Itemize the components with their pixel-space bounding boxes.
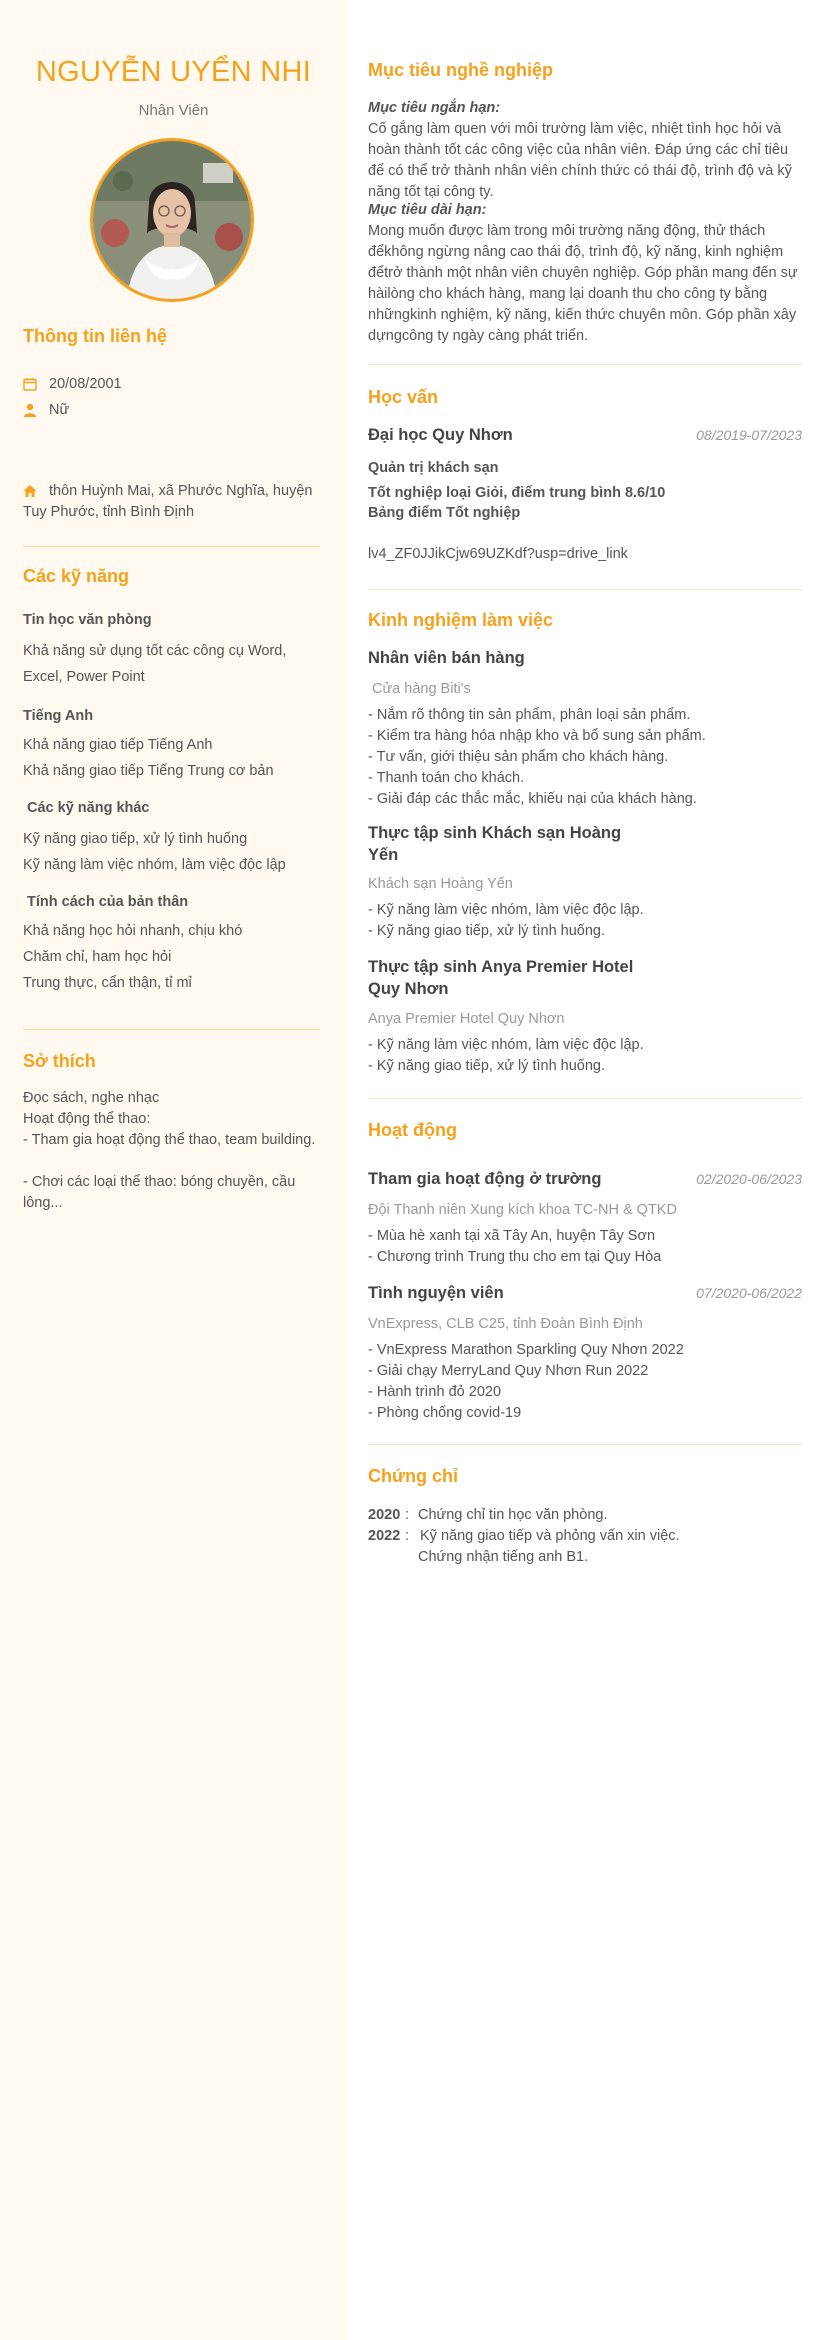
hobby-line: lông... bbox=[23, 1195, 63, 1211]
short-term-label: Mục tiêu ngắn hạn: bbox=[368, 100, 501, 116]
activity-org: Đội Thanh niên Xung kích khoa TC-NH & QTKD bbox=[368, 1202, 677, 1218]
certificate-year: 2022 bbox=[368, 1528, 401, 1544]
skill-list bbox=[23, 638, 286, 690]
job-title-line: Yến bbox=[368, 846, 399, 864]
skill-list bbox=[23, 826, 286, 878]
activity-lines bbox=[368, 1340, 684, 1424]
skill-item: Kỹ năng làm việc nhóm, làm việc độc lập bbox=[23, 857, 286, 873]
avatar-photo bbox=[93, 141, 251, 299]
sidebar bbox=[0, 0, 347, 2340]
skill-heading: Tính cách của bản thân bbox=[27, 894, 189, 910]
activity-period: 07/2020-06/2022 bbox=[696, 1285, 802, 1301]
objective-line: dựngcông ty ngày càng phát triển. bbox=[368, 328, 589, 344]
skill-heading: Các kỹ năng khác bbox=[27, 800, 150, 816]
activity-period: 02/2020-06/2023 bbox=[696, 1171, 802, 1187]
contact-title: Thông tin liên hệ bbox=[23, 326, 167, 346]
avatar bbox=[90, 138, 254, 302]
certificate-year: 2020 bbox=[368, 1507, 401, 1523]
job-company: Khách sạn Hoàng Yến bbox=[368, 876, 513, 892]
activity-org: VnExpress, CLB C25, tỉnh Đoàn Bình Định bbox=[368, 1316, 643, 1332]
activity-title: Tham gia hoạt động ở trường bbox=[368, 1170, 602, 1188]
certificate-sep: : bbox=[405, 1507, 410, 1523]
objective-line: để có thể trở thành nhân viên chính thức có thái độ, trình độ và kỹ bbox=[368, 163, 792, 179]
hobbies-list bbox=[23, 1088, 315, 1214]
skill-item: Khả năng sử dụng tốt các công cụ Word, bbox=[23, 643, 287, 659]
divider bbox=[23, 1029, 320, 1030]
job-task: - Kiểm tra hàng hóa nhập kho và bổ sung sản phẩm. bbox=[368, 728, 706, 744]
objective-line: hàilòng cho khách hàng, mang lại doanh thu cho công ty bằng bbox=[368, 286, 768, 302]
skill-item: Chăm chỉ, ham học hỏi bbox=[23, 949, 172, 965]
skills-title: Các kỹ năng bbox=[23, 566, 130, 586]
transcript-link[interactable]: lv4_ZF0JJikCjw69UZKdf?usp=drive_link bbox=[368, 546, 628, 562]
job-company: Cửa hàng Biti's bbox=[372, 681, 471, 697]
objective-line: nhữngkinh nghiệm, kỹ năng, kiến thức chuyên môn. Góp phần xây bbox=[368, 307, 797, 323]
skill-item: Excel, Power Point bbox=[23, 669, 145, 685]
skill-heading: Tin học văn phòng bbox=[23, 612, 152, 628]
skill-heading: Tiếng Anh bbox=[23, 708, 94, 724]
skill-item: Trung thực, cẩn thận, tỉ mỉ bbox=[23, 975, 192, 991]
hobby-line: - Chơi các loại thể thao: bóng chuyền, cầu bbox=[23, 1174, 296, 1190]
education-transcript: Bảng điểm Tốt nghiệp bbox=[368, 505, 521, 521]
skill-item: Khả năng giao tiếp Tiếng Anh bbox=[23, 737, 213, 753]
objective-line: hoàn thành tốt các công việc của nhân viên. Đáp ứng các chỉ tiêu bbox=[368, 142, 789, 158]
user-icon bbox=[23, 403, 37, 417]
skill-item: Khả năng giao tiếp Tiếng Trung cơ bản bbox=[23, 763, 274, 779]
activity-line: - VnExpress Marathon Sparkling Quy Nhơn 2022 bbox=[368, 1342, 684, 1358]
gender: Nữ bbox=[49, 402, 70, 418]
job-title-line: Quy Nhơn bbox=[368, 980, 449, 998]
skill-item: Kỹ năng giao tiếp, xử lý tình huống bbox=[23, 831, 248, 847]
experience-title: Kinh nghiệm làm việc bbox=[368, 610, 554, 630]
divider bbox=[368, 589, 802, 590]
job-task: - Kỹ năng làm việc nhóm, làm việc độc lập. bbox=[368, 1037, 644, 1053]
candidate-name: NGUYỄN UYỂN NHI bbox=[35, 56, 312, 88]
objective-line: đểtrở thành một nhân viên chuyên nghiệp. Góp phần mang đến sự bbox=[368, 265, 798, 281]
certificate-text: Chứng chỉ tin học văn phòng. bbox=[418, 1507, 608, 1523]
job-task: - Tư vấn, giới thiệu sản phẩm cho khách hàng. bbox=[368, 749, 669, 765]
hobby-line bbox=[23, 1151, 315, 1172]
objective-line: năng tốt tại công ty. bbox=[368, 184, 494, 200]
objective-line: đểkhông ngừng nâng cao thái độ, trình độ, kỹ năng, kinh nghiệm bbox=[368, 244, 784, 260]
job-task: - Kỹ năng giao tiếp, xử lý tình huống. bbox=[368, 923, 606, 939]
divider bbox=[368, 364, 802, 365]
education-major: Quản trị khách sạn bbox=[368, 460, 499, 476]
education-degree: Tốt nghiệp loại Giỏi, điểm trung bình 8.6/10 bbox=[368, 485, 666, 501]
candidate-role: Nhân Viên bbox=[138, 102, 209, 119]
job-tasks bbox=[368, 1035, 644, 1077]
short-term-text bbox=[368, 119, 792, 203]
job-title bbox=[368, 822, 621, 866]
job-tasks bbox=[368, 705, 706, 810]
skill-list bbox=[23, 918, 242, 996]
activity-lines bbox=[368, 1226, 661, 1268]
job-tasks bbox=[368, 900, 644, 942]
long-term-label: Mục tiêu dài hạn: bbox=[368, 202, 487, 218]
skill-item: Khả năng học hỏi nhanh, chịu khó bbox=[23, 923, 243, 939]
activity-line: - Giải chạy MerryLand Quy Nhơn Run 2022 bbox=[368, 1363, 649, 1379]
birthday: 20/08/2001 bbox=[49, 376, 122, 392]
objective-line: Mong muốn được làm trong môi trường năng động, thử thách bbox=[368, 223, 766, 239]
job-title-line: Thực tập sinh Anya Premier Hotel bbox=[368, 958, 634, 976]
certificate-text: Chứng nhận tiếng anh B1. bbox=[418, 1549, 589, 1565]
job-title: Nhân viên bán hàng bbox=[368, 649, 525, 667]
job-task: - Kỹ năng giao tiếp, xử lý tình huống. bbox=[368, 1058, 606, 1074]
education-title: Học vấn bbox=[368, 387, 439, 407]
activity-line: - Chương trình Trung thu cho em tại Quy Hòa bbox=[368, 1249, 662, 1265]
long-term-text bbox=[368, 221, 798, 347]
job-company: Anya Premier Hotel Quy Nhơn bbox=[368, 1011, 565, 1027]
hobby-line: Đọc sách, nghe nhạc bbox=[23, 1090, 160, 1106]
divider bbox=[368, 1444, 802, 1445]
hobbies-title: Sở thích bbox=[23, 1051, 96, 1071]
education-period: 08/2019-07/2023 bbox=[696, 427, 802, 443]
address: thôn Huỳnh Mai, xã Phước Nghĩa, huyện Tuy Phước, tỉnh Bình Định bbox=[23, 483, 313, 520]
certificate-text: Kỹ năng giao tiếp và phỏng vấn xin việc. bbox=[420, 1528, 680, 1544]
job-task: - Kỹ năng làm việc nhóm, làm việc độc lập. bbox=[368, 902, 644, 918]
activities-title: Hoạt động bbox=[368, 1120, 457, 1140]
job-task: - Thanh toán cho khách. bbox=[368, 770, 525, 786]
activity-line: - Phòng chống covid-19 bbox=[368, 1405, 522, 1421]
objective-line: Cố gắng làm quen với môi trường làm việc, nhiệt tình học hỏi và bbox=[368, 121, 782, 137]
calendar-icon bbox=[23, 377, 37, 391]
certificates-title: Chứng chỉ bbox=[368, 1466, 459, 1486]
hobby-line: Hoạt động thể thao: bbox=[23, 1111, 151, 1127]
job-title-line: Thực tập sinh Khách sạn Hoàng bbox=[368, 824, 622, 842]
certificate-sep: : bbox=[405, 1528, 410, 1544]
school-name: Đại học Quy Nhơn bbox=[368, 426, 513, 444]
job-task: - Giải đáp các thắc mắc, khiếu nại của khách hàng. bbox=[368, 791, 697, 807]
job-title bbox=[368, 956, 633, 1000]
hobby-line: - Tham gia hoạt động thể thao, team building. bbox=[23, 1132, 316, 1148]
divider bbox=[368, 1098, 802, 1099]
objective-title: Mục tiêu nghề nghiệp bbox=[368, 60, 553, 80]
skill-list bbox=[23, 732, 274, 784]
activity-line: - Mùa hè xanh tại xã Tây An, huyện Tây Sơn bbox=[368, 1228, 656, 1244]
activity-title: Tình nguyện viên bbox=[368, 1284, 504, 1302]
divider bbox=[23, 546, 320, 547]
job-task: - Nắm rõ thông tin sản phẩm, phân loại sản phẩm. bbox=[368, 707, 691, 723]
activity-line: - Hành trình đỏ 2020 bbox=[368, 1384, 502, 1400]
